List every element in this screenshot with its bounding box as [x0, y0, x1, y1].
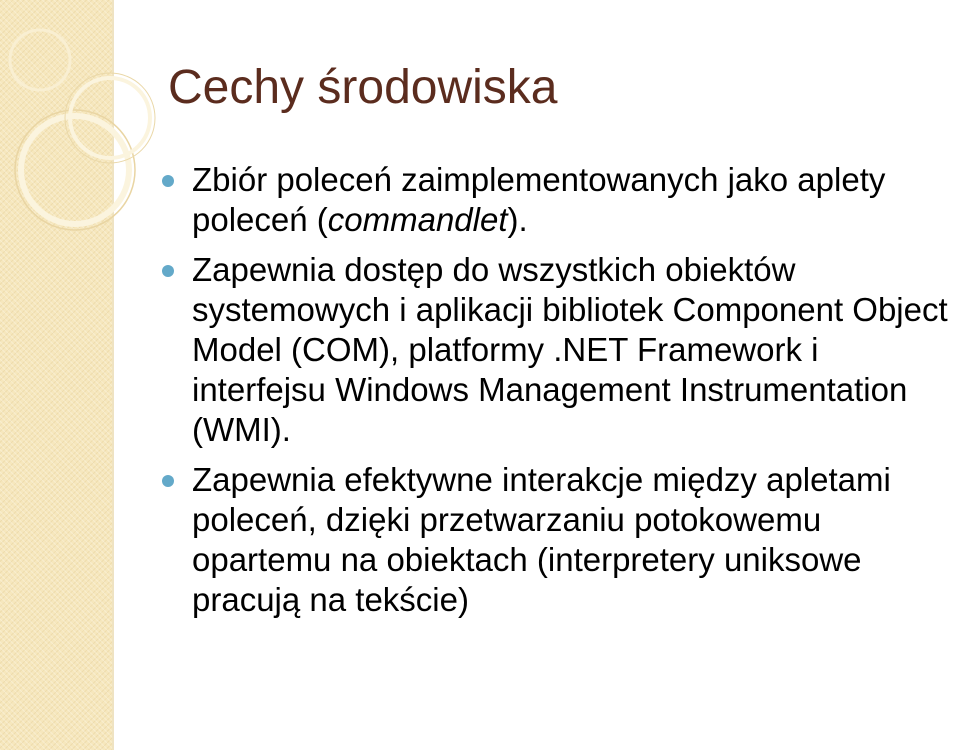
bullet-text: Zapewnia efektywne interakcje między apletami poleceń, dzięki przetwarzaniu potokowemu opartemu na obiektach (interpretery uniksowe pracują na tekście) — [192, 461, 891, 618]
bullet-list — [158, 160, 958, 630]
bullet-text: Zapewnia dostęp do wszystkich obiektów systemowych i aplikacji bibliotek Component Object Model (COM), platformy .NET Framework i interfejsu Windows Management Instrumentation (WMI). — [192, 251, 948, 448]
bullet-text: Zbiór poleceń zaimplementowanych jako aplety poleceń (commandlet). — [192, 161, 886, 238]
bullet-item-pipeline — [158, 460, 958, 620]
circle-bullet-icon — [162, 175, 174, 187]
bullet-item-commandlets — [158, 160, 958, 240]
circle-bullet-icon — [162, 265, 174, 277]
bullet-item-access — [158, 250, 958, 450]
circle-bullet-icon — [162, 475, 174, 487]
slide-title: Cechy środowiska — [168, 61, 558, 114]
